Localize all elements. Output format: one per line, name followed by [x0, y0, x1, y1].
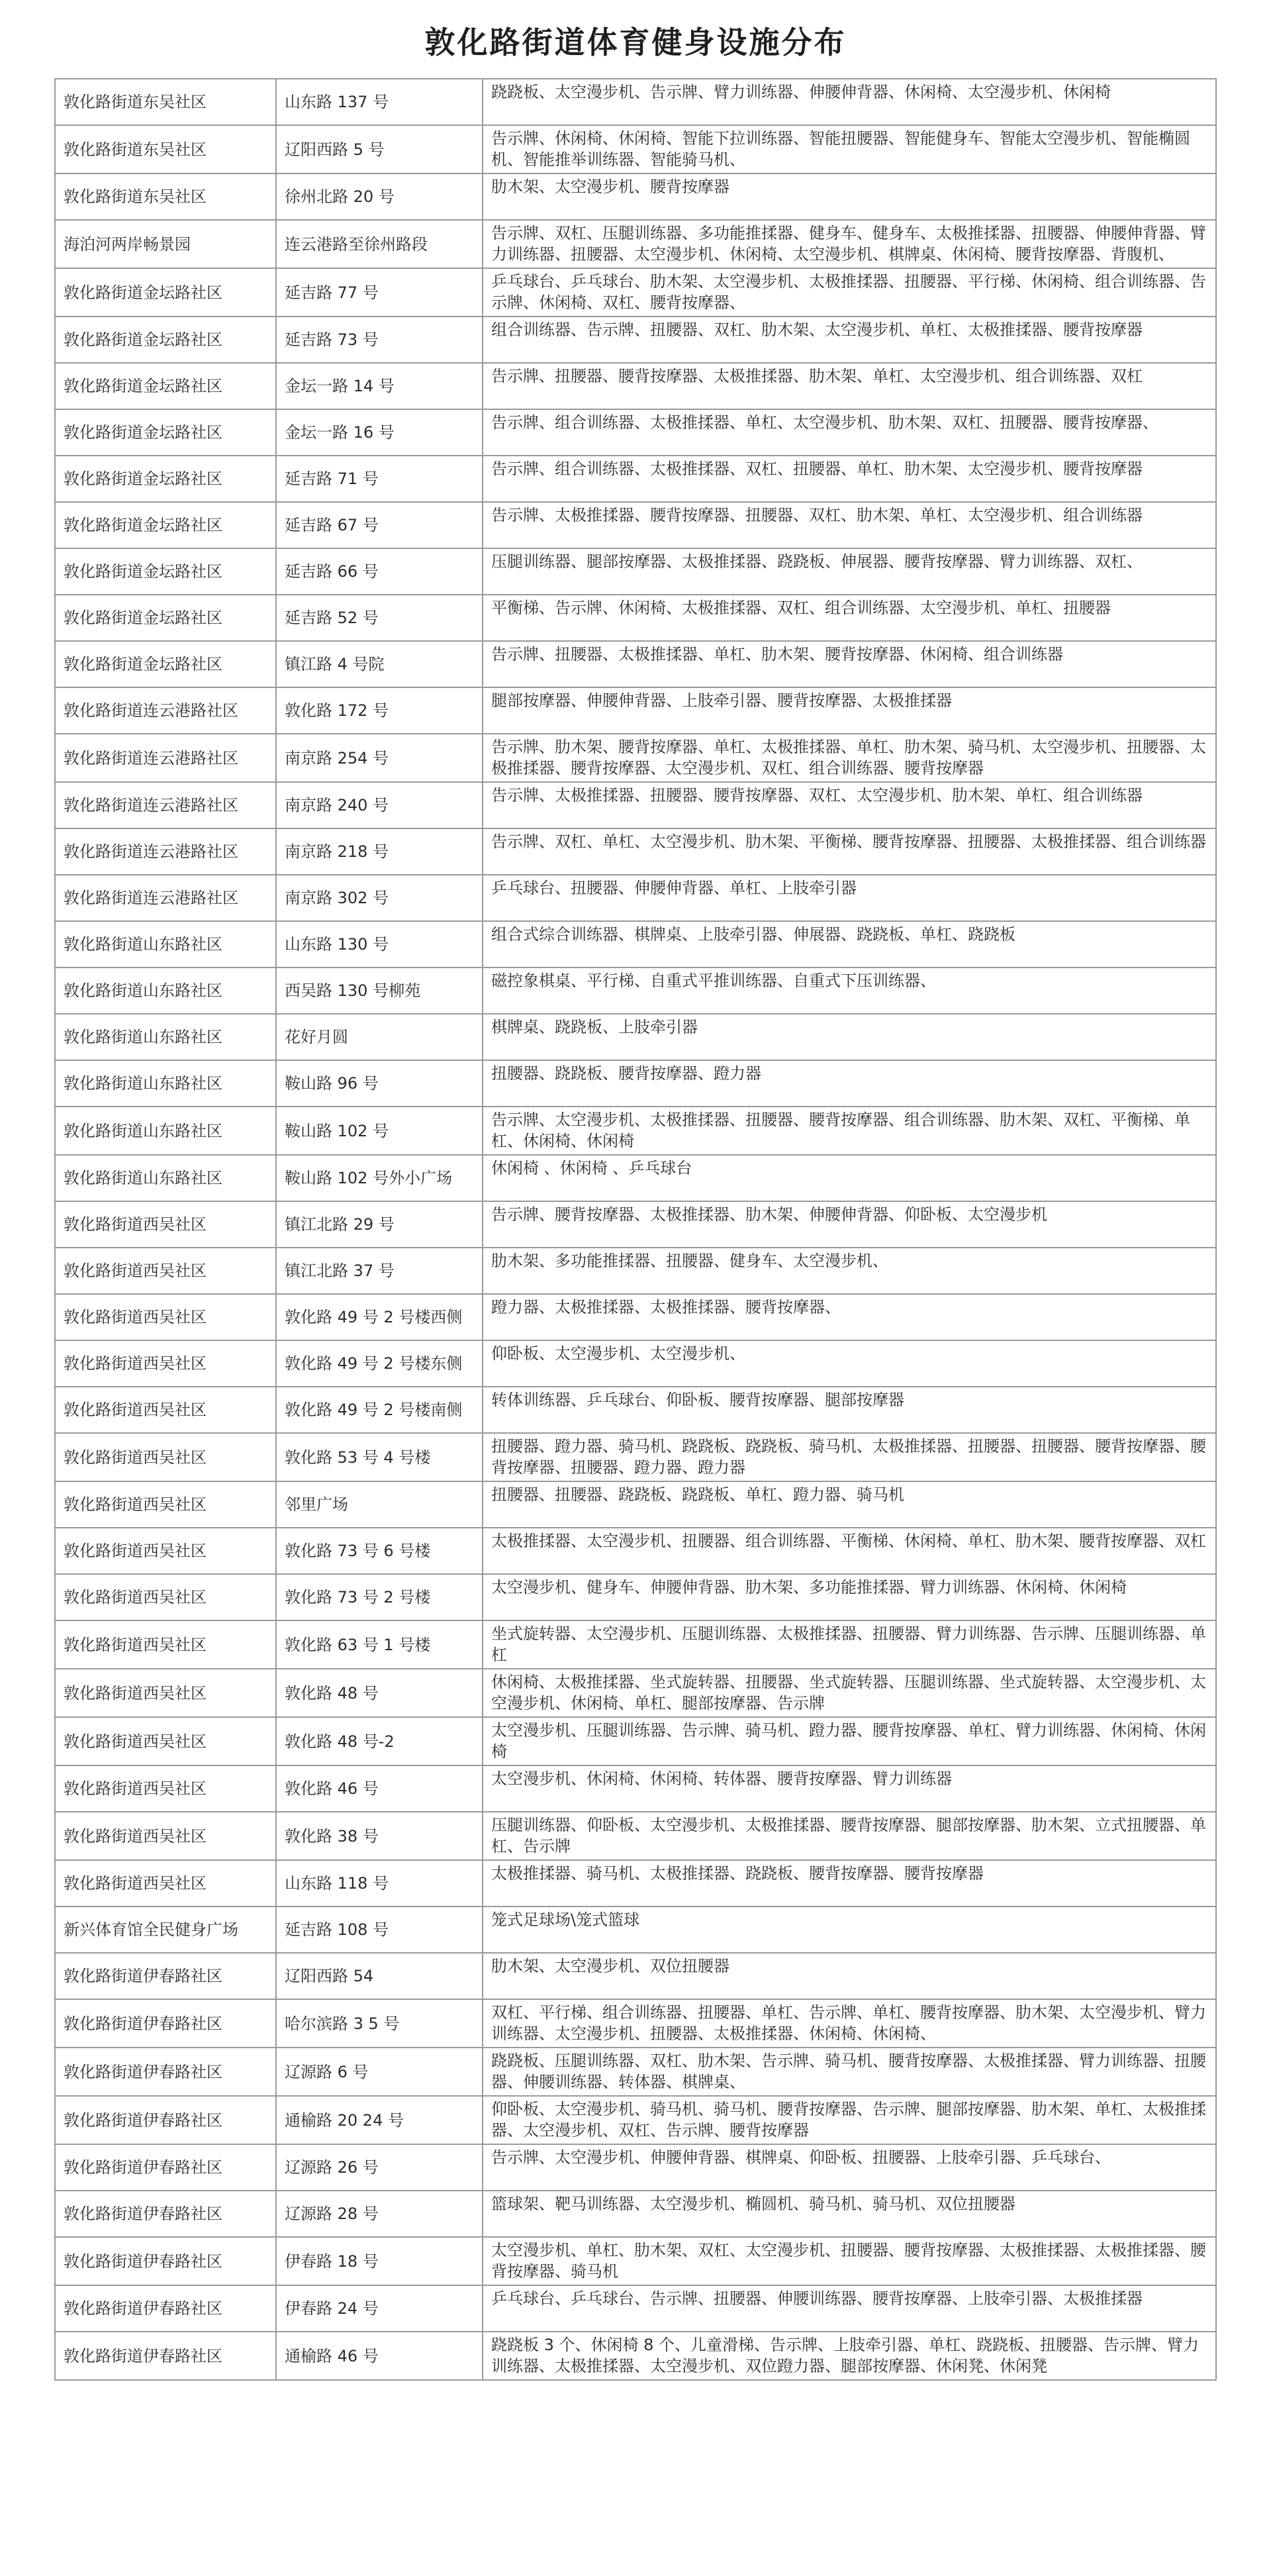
table-row	[55, 687, 1216, 734]
facilities-cell: 笼式足球场\笼式篮球	[483, 1907, 1216, 1953]
table-row	[55, 2144, 1216, 2191]
location-cell: 鞍山路 96 号	[276, 1060, 483, 1107]
location-cell: 辽源路 6 号	[276, 2048, 483, 2096]
community-cell: 敦化路街道连云港路社区	[55, 734, 276, 782]
table-row	[55, 456, 1216, 502]
location-cell: 南京路 254 号	[276, 734, 483, 782]
table-row	[55, 2096, 1216, 2144]
facilities-cell: 跷跷板 3 个、休闲椅 8 个、儿童滑梯、告示牌、上肢牵引器、单杠、跷跷板、扭腰器、告示牌、臂力训练器、太极推揉器、太空漫步机、双位蹬力器、腿部按摩器、休闲凳、休闲凳	[483, 2332, 1216, 2380]
facilities-cell: 告示牌、双杠、单杠、太空漫步机、肋木架、平衡梯、腰背按摩器、扭腰器、太极推揉器、组合训练器	[483, 828, 1216, 875]
table-row	[55, 1433, 1216, 1481]
location-cell: 敦化路 172 号	[276, 687, 483, 734]
table-row	[55, 734, 1216, 782]
location-cell: 延吉路 71 号	[276, 456, 483, 502]
location-cell: 延吉路 77 号	[276, 268, 483, 317]
table-row	[55, 967, 1216, 1014]
location-cell: 延吉路 52 号	[276, 595, 483, 641]
community-cell: 敦化路街道金坛路社区	[55, 641, 276, 687]
facilities-cell: 太空漫步机、单杠、肋木架、双杠、太空漫步机、扭腰器、腰背按摩器、太极推揉器、太极推揉器、腰背按摩器、骑马机	[483, 2237, 1216, 2285]
community-cell: 敦化路街道西吴社区	[55, 1860, 276, 1907]
community-cell: 敦化路街道伊春路社区	[55, 2191, 276, 2237]
community-cell: 敦化路街道金坛路社区	[55, 456, 276, 502]
location-cell: 敦化路 49 号 2 号楼东侧	[276, 1340, 483, 1387]
location-cell: 延吉路 67 号	[276, 502, 483, 548]
table-row	[55, 1294, 1216, 1340]
location-cell: 山东路 118 号	[276, 1860, 483, 1907]
table-row	[55, 1014, 1216, 1060]
table-row	[55, 828, 1216, 875]
community-cell: 敦化路街道东吴社区	[55, 173, 276, 220]
community-cell: 敦化路街道金坛路社区	[55, 409, 276, 456]
facilities-cell: 转体训练器、乒乓球台、仰卧板、腰背按摩器、腿部按摩器	[483, 1387, 1216, 1433]
facilities-cell: 告示牌、太极推揉器、腰背按摩器、扭腰器、双杠、肋木架、单杠、太空漫步机、组合训练器	[483, 502, 1216, 548]
location-cell: 敦化路 38 号	[276, 1812, 483, 1860]
facilities-cell: 告示牌、扭腰器、腰背按摩器、太极推揉器、肋木架、单杠、太空漫步机、组合训练器、双杠	[483, 363, 1216, 409]
facilities-cell: 休闲椅、太极推揉器、坐式旋转器、扭腰器、坐式旋转器、压腿训练器、坐式旋转器、太空漫步机、太空漫步机、休闲椅、单杠、腿部按摩器、告示牌	[483, 1669, 1216, 1717]
table-row	[55, 1107, 1216, 1155]
table-row	[55, 1953, 1216, 1999]
facilities-cell: 告示牌、肋木架、腰背按摩器、单杠、太极推揉器、单杠、肋木架、骑马机、太空漫步机、扭腰器、太极推揉器、腰背按摩器、太空漫步机、双杠、组合训练器、腰背按摩器	[483, 734, 1216, 782]
facilities-cell: 双杠、平行梯、组合训练器、扭腰器、单杠、告示牌、单杠、腰背按摩器、肋木架、太空漫步机、臂力训练器、太空漫步机、扭腰器、太极推揉器、休闲椅、休闲椅、	[483, 1999, 1216, 2048]
location-cell: 邻里广场	[276, 1481, 483, 1528]
facilities-cell: 肋木架、多功能推揉器、扭腰器、健身车、太空漫步机、	[483, 1248, 1216, 1294]
table-row	[55, 317, 1216, 363]
table-row	[55, 409, 1216, 456]
facilities-cell: 平衡梯、告示牌、休闲椅、太极推揉器、双杠、组合训练器、太空漫步机、单杠、扭腰器	[483, 595, 1216, 641]
facilities-cell: 仰卧板、太空漫步机、骑马机、骑马机、腰背按摩器、告示牌、腿部按摩器、肋木架、单杠、太极推揉器、太空漫步机、双杠、告示牌、腰背按摩器	[483, 2096, 1216, 2144]
location-cell: 镇江北路 29 号	[276, 1201, 483, 1248]
table-row	[55, 2285, 1216, 2332]
table-row	[55, 2048, 1216, 2096]
facilities-cell: 扭腰器、跷跷板、腰背按摩器、蹬力器	[483, 1060, 1216, 1107]
facilities-cell: 跷跷板、压腿训练器、双杠、肋木架、告示牌、骑马机、腰背按摩器、太极推揉器、臂力训练器、扭腰器、伸腰训练器、转体器、棋牌桌、	[483, 2048, 1216, 2096]
facilities-cell: 仰卧板、太空漫步机、太空漫步机、	[483, 1340, 1216, 1387]
table-row	[55, 548, 1216, 595]
location-cell: 敦化路 73 号 2 号楼	[276, 1574, 483, 1620]
table-row	[55, 1620, 1216, 1669]
table-row	[55, 363, 1216, 409]
location-cell: 辽源路 28 号	[276, 2191, 483, 2237]
community-cell: 敦化路街道东吴社区	[55, 125, 276, 173]
location-cell: 徐州北路 20 号	[276, 173, 483, 220]
community-cell: 新兴体育馆全民健身广场	[55, 1907, 276, 1953]
location-cell: 敦化路 49 号 2 号楼南侧	[276, 1387, 483, 1433]
facilities-cell: 压腿训练器、腿部按摩器、太极推揉器、跷跷板、伸展器、腰背按摩器、臂力训练器、双杠、	[483, 548, 1216, 595]
location-cell: 敦化路 63 号 1 号楼	[276, 1620, 483, 1669]
table-row	[55, 2191, 1216, 2237]
community-cell: 敦化路街道东吴社区	[55, 79, 276, 125]
location-cell: 花好月圆	[276, 1014, 483, 1060]
location-cell: 山东路 137 号	[276, 79, 483, 125]
community-cell: 敦化路街道西吴社区	[55, 1765, 276, 1812]
facilities-cell: 肋木架、太空漫步机、双位扭腰器	[483, 1953, 1216, 1999]
community-cell: 敦化路街道西吴社区	[55, 1340, 276, 1387]
facilities-cell: 扭腰器、扭腰器、跷跷板、跷跷板、单杠、蹬力器、骑马机	[483, 1481, 1216, 1528]
community-cell: 敦化路街道伊春路社区	[55, 2237, 276, 2285]
location-cell: 伊春路 18 号	[276, 2237, 483, 2285]
table-row	[55, 875, 1216, 921]
facilities-cell: 太空漫步机、压腿训练器、告示牌、骑马机、蹬力器、腰背按摩器、单杠、臂力训练器、休闲椅、休闲椅	[483, 1717, 1216, 1765]
community-cell: 敦化路街道金坛路社区	[55, 502, 276, 548]
community-cell: 敦化路街道连云港路社区	[55, 828, 276, 875]
community-cell: 敦化路街道西吴社区	[55, 1669, 276, 1717]
table-row	[55, 641, 1216, 687]
location-cell: 敦化路 49 号 2 号楼西侧	[276, 1294, 483, 1340]
community-cell: 敦化路街道伊春路社区	[55, 2332, 276, 2380]
facilities-cell: 太极推揉器、骑马机、太极推揉器、跷跷板、腰背按摩器、腰背按摩器	[483, 1860, 1216, 1907]
facilities-cell: 太极推揉器、太空漫步机、扭腰器、组合训练器、平衡梯、休闲椅、单杠、肋木架、腰背按摩器、双杠	[483, 1528, 1216, 1574]
table-row	[55, 1765, 1216, 1812]
facilities-cell: 坐式旋转器、太空漫步机、压腿训练器、太极推揉器、扭腰器、臂力训练器、告示牌、压腿训练器、单杠	[483, 1620, 1216, 1669]
location-cell: 辽源路 26 号	[276, 2144, 483, 2191]
location-cell: 南京路 240 号	[276, 782, 483, 828]
location-cell: 延吉路 66 号	[276, 548, 483, 595]
facilities-cell: 蹬力器、太极推揉器、太极推揉器、腰背按摩器、	[483, 1294, 1216, 1340]
table-row	[55, 1340, 1216, 1387]
facilities-cell: 磁控象棋桌、平行梯、自重式平推训练器、自重式下压训练器、	[483, 967, 1216, 1014]
location-cell: 哈尔滨路 3 5 号	[276, 1999, 483, 2048]
community-cell: 敦化路街道西吴社区	[55, 1481, 276, 1528]
facilities-cell: 告示牌、组合训练器、太极推揉器、单杠、太空漫步机、肋木架、双杠、扭腰器、腰背按摩器、	[483, 409, 1216, 456]
location-cell: 敦化路 46 号	[276, 1765, 483, 1812]
location-cell: 鞍山路 102 号外小广场	[276, 1155, 483, 1201]
table-row	[55, 1155, 1216, 1201]
table-row	[55, 268, 1216, 317]
community-cell: 敦化路街道金坛路社区	[55, 363, 276, 409]
location-cell: 金坛一路 14 号	[276, 363, 483, 409]
facilities-cell: 组合训练器、告示牌、扭腰器、双杠、肋木架、太空漫步机、单杠、太极推揉器、腰背按摩器	[483, 317, 1216, 363]
facilities-cell: 篮球架、靶马训练器、太空漫步机、椭圆机、骑马机、骑马机、双位扭腰器	[483, 2191, 1216, 2237]
table-row	[55, 502, 1216, 548]
facilities-table	[54, 78, 1217, 2381]
table-row	[55, 921, 1216, 967]
facilities-cell: 乒乓球台、乒乓球台、肋木架、太空漫步机、太极推揉器、扭腰器、平行梯、休闲椅、组合训练器、告示牌、休闲椅、双杠、腰背按摩器、	[483, 268, 1216, 317]
table-row	[55, 1248, 1216, 1294]
table-row	[55, 1481, 1216, 1528]
facilities-cell: 乒乓球台、扭腰器、伸腰伸背器、单杠、上肢牵引器	[483, 875, 1216, 921]
location-cell: 辽阳西路 5 号	[276, 125, 483, 173]
table-row	[55, 1669, 1216, 1717]
location-cell: 敦化路 73 号 6 号楼	[276, 1528, 483, 1574]
community-cell: 敦化路街道西吴社区	[55, 1528, 276, 1574]
facilities-cell: 告示牌、太空漫步机、伸腰伸背器、棋牌桌、仰卧板、扭腰器、上肢牵引器、乒乓球台、	[483, 2144, 1216, 2191]
community-cell: 敦化路街道伊春路社区	[55, 2285, 276, 2332]
table-row	[55, 1528, 1216, 1574]
facilities-cell: 告示牌、太空漫步机、太极推揉器、扭腰器、腰背按摩器、组合训练器、肋木架、双杠、平衡梯、单杠、休闲椅、休闲椅	[483, 1107, 1216, 1155]
community-cell: 敦化路街道伊春路社区	[55, 2144, 276, 2191]
location-cell: 镇江路 4 号院	[276, 641, 483, 687]
facilities-cell: 棋牌桌、跷跷板、上肢牵引器	[483, 1014, 1216, 1060]
table-row	[55, 1717, 1216, 1765]
table-row	[55, 1999, 1216, 2048]
table-row	[55, 220, 1216, 268]
table-body	[55, 79, 1216, 2380]
facilities-cell: 跷跷板、太空漫步机、告示牌、臂力训练器、伸腰伸背器、休闲椅、太空漫步机、休闲椅	[483, 79, 1216, 125]
community-cell: 敦化路街道西吴社区	[55, 1433, 276, 1481]
location-cell: 通榆路 46 号	[276, 2332, 483, 2380]
location-cell: 延吉路 108 号	[276, 1907, 483, 1953]
facilities-cell: 扭腰器、蹬力器、骑马机、跷跷板、跷跷板、骑马机、太极推揉器、扭腰器、扭腰器、腰背按摩器、腰背按摩器、扭腰器、蹬力器、蹬力器	[483, 1433, 1216, 1481]
table-row	[55, 1201, 1216, 1248]
community-cell: 敦化路街道山东路社区	[55, 921, 276, 967]
table-row	[55, 1574, 1216, 1620]
community-cell: 敦化路街道伊春路社区	[55, 2048, 276, 2096]
community-cell: 敦化路街道金坛路社区	[55, 268, 276, 317]
facilities-cell: 告示牌、休闲椅、休闲椅、智能下拉训练器、智能扭腰器、智能健身车、智能太空漫步机、智能椭圆机、智能推举训练器、智能骑马机、	[483, 125, 1216, 173]
community-cell: 敦化路街道山东路社区	[55, 1060, 276, 1107]
facilities-cell: 太空漫步机、休闲椅、休闲椅、转体器、腰背按摩器、臂力训练器	[483, 1765, 1216, 1812]
location-cell: 南京路 218 号	[276, 828, 483, 875]
community-cell: 敦化路街道金坛路社区	[55, 595, 276, 641]
community-cell: 敦化路街道山东路社区	[55, 1155, 276, 1201]
location-cell: 鞍山路 102 号	[276, 1107, 483, 1155]
community-cell: 敦化路街道金坛路社区	[55, 548, 276, 595]
community-cell: 敦化路街道西吴社区	[55, 1248, 276, 1294]
table-row	[55, 1060, 1216, 1107]
facilities-cell: 组合式综合训练器、棋牌桌、上肢牵引器、伸展器、跷跷板、单杠、跷跷板	[483, 921, 1216, 967]
location-cell: 敦化路 53 号 4 号楼	[276, 1433, 483, 1481]
location-cell: 西吴路 130 号柳苑	[276, 967, 483, 1014]
community-cell: 敦化路街道连云港路社区	[55, 875, 276, 921]
community-cell: 敦化路街道西吴社区	[55, 1201, 276, 1248]
location-cell: 通榆路 20 24 号	[276, 2096, 483, 2144]
community-cell: 敦化路街道金坛路社区	[55, 317, 276, 363]
community-cell: 敦化路街道西吴社区	[55, 1574, 276, 1620]
community-cell: 敦化路街道山东路社区	[55, 967, 276, 1014]
table-row	[55, 173, 1216, 220]
facilities-cell: 腿部按摩器、伸腰伸背器、上肢牵引器、腰背按摩器、太极推揉器	[483, 687, 1216, 734]
location-cell: 伊春路 24 号	[276, 2285, 483, 2332]
location-cell: 金坛一路 16 号	[276, 409, 483, 456]
community-cell: 敦化路街道伊春路社区	[55, 1953, 276, 1999]
community-cell: 敦化路街道山东路社区	[55, 1014, 276, 1060]
community-cell: 海泊河两岸畅景园	[55, 220, 276, 268]
table-row	[55, 125, 1216, 173]
location-cell: 敦化路 48 号-2	[276, 1717, 483, 1765]
community-cell: 敦化路街道西吴社区	[55, 1294, 276, 1340]
location-cell: 山东路 130 号	[276, 921, 483, 967]
facilities-cell: 告示牌、双杠、压腿训练器、多功能推揉器、健身车、健身车、太极推揉器、扭腰器、伸腰伸背器、臂力训练器、扭腰器、太空漫步机、休闲椅、太空漫步机、棋牌桌、休闲椅、腰背按摩器、背腹机、	[483, 220, 1216, 268]
location-cell: 延吉路 73 号	[276, 317, 483, 363]
table-row	[55, 595, 1216, 641]
facilities-cell: 告示牌、太极推揉器、扭腰器、腰背按摩器、双杠、太空漫步机、肋木架、单杠、组合训练器	[483, 782, 1216, 828]
table-row	[55, 2332, 1216, 2380]
page-title: 敦化路街道体育健身设施分布	[424, 25, 847, 60]
community-cell: 敦化路街道山东路社区	[55, 1107, 276, 1155]
community-cell: 敦化路街道伊春路社区	[55, 2096, 276, 2144]
facilities-cell: 告示牌、腰背按摩器、太极推揉器、肋木架、伸腰伸背器、仰卧板、太空漫步机	[483, 1201, 1216, 1248]
facilities-cell: 太空漫步机、健身车、伸腰伸背器、肋木架、多功能推揉器、臂力训练器、休闲椅、休闲椅	[483, 1574, 1216, 1620]
community-cell: 敦化路街道西吴社区	[55, 1717, 276, 1765]
facilities-cell: 休闲椅 、休闲椅 、乒乓球台	[483, 1155, 1216, 1201]
table-row	[55, 2237, 1216, 2285]
location-cell: 镇江北路 37 号	[276, 1248, 483, 1294]
community-cell: 敦化路街道西吴社区	[55, 1812, 276, 1860]
facilities-cell: 告示牌、组合训练器、太极推揉器、双杠、扭腰器、单杠、肋木架、太空漫步机、腰背按摩器	[483, 456, 1216, 502]
location-cell: 敦化路 48 号	[276, 1669, 483, 1717]
table-row	[55, 1812, 1216, 1860]
facilities-cell: 告示牌、扭腰器、太极推揉器、单杠、肋木架、腰背按摩器、休闲椅、组合训练器	[483, 641, 1216, 687]
facilities-cell: 肋木架、太空漫步机、腰背按摩器	[483, 173, 1216, 220]
table-row	[55, 782, 1216, 828]
table-row	[55, 1860, 1216, 1907]
community-cell: 敦化路街道伊春路社区	[55, 1999, 276, 2048]
community-cell: 敦化路街道西吴社区	[55, 1620, 276, 1669]
community-cell: 敦化路街道连云港路社区	[55, 687, 276, 734]
community-cell: 敦化路街道西吴社区	[55, 1387, 276, 1433]
facilities-cell: 压腿训练器、仰卧板、太空漫步机、太极推揉器、腰背按摩器、腿部按摩器、肋木架、立式扭腰器、单杠、告示牌	[483, 1812, 1216, 1860]
location-cell: 辽阳西路 54	[276, 1953, 483, 1999]
location-cell: 南京路 302 号	[276, 875, 483, 921]
table-row	[55, 1907, 1216, 1953]
table-row	[55, 1387, 1216, 1433]
facilities-cell: 乒乓球台、乒乓球台、告示牌、扭腰器、伸腰训练器、腰背按摩器、上肢牵引器、太极推揉器	[483, 2285, 1216, 2332]
table-row	[55, 79, 1216, 125]
location-cell: 连云港路至徐州路段	[276, 220, 483, 268]
community-cell: 敦化路街道连云港路社区	[55, 782, 276, 828]
